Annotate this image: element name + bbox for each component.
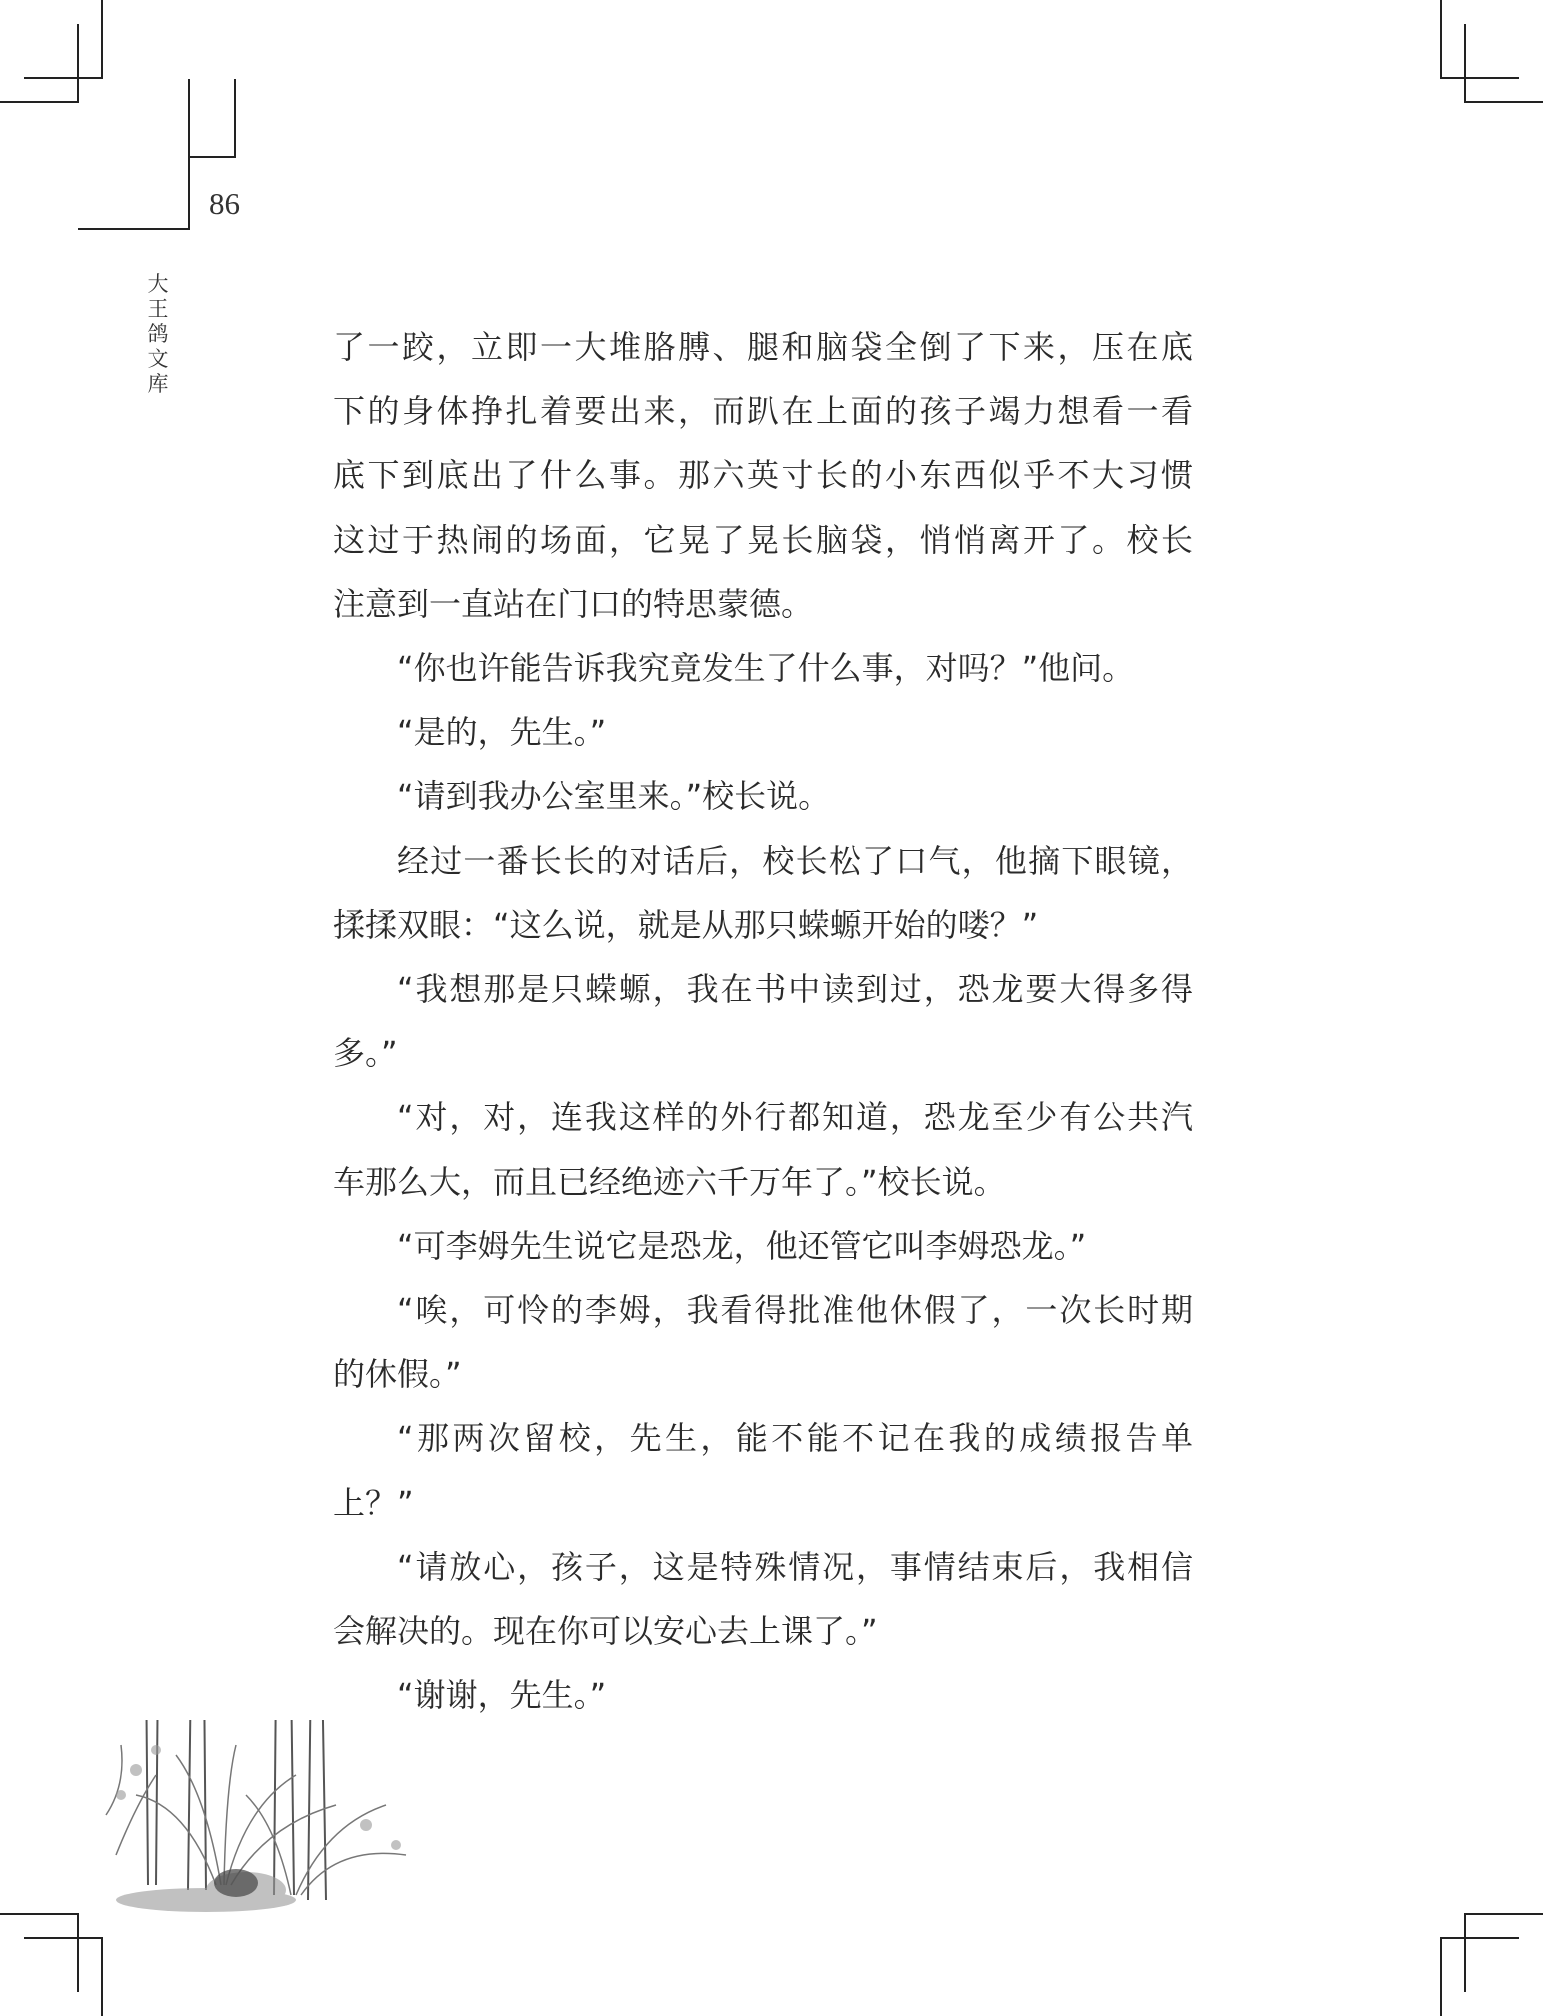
text-line: “请到我办公室里来。”校长说。 (397, 777, 831, 816)
paragraph (333, 1214, 1193, 1278)
text-line: 的休假。” (333, 1355, 462, 1394)
text-line: 多。” (333, 1034, 398, 1073)
text-line: 揉揉双眼：“这么说，就是从那只蝾螈开始的喽？” (333, 905, 1039, 944)
paragraph (333, 636, 1193, 700)
text-line: “是的，先生。” (397, 713, 607, 752)
paragraph (333, 1278, 1193, 1406)
paragraph (333, 700, 1193, 764)
paragraph (333, 764, 1193, 828)
text-line: 车那么大，而且已经绝迹六千万年了。”校长说。 (333, 1162, 1006, 1201)
paragraph (333, 1085, 1193, 1213)
paragraph (333, 1663, 1193, 1727)
text-line: 上？” (333, 1483, 414, 1522)
forest-illustration (96, 1720, 416, 1920)
paragraph (333, 1406, 1193, 1534)
text-line: 下的身体挣扎着要出来，而趴在上面的孩子竭力想看一看 (333, 392, 1193, 431)
text-line: “请放心，孩子，这是特殊情况，事情结束后，我相信 (397, 1547, 1193, 1586)
paragraph (333, 829, 1193, 957)
text-line: 这过于热闹的场面，它晃了晃长脑袋，悄悄离开了。校长 (333, 520, 1193, 559)
paragraph (333, 315, 1193, 636)
text-line: “对，对，连我这样的外行都知道，恐龙至少有公共汽 (397, 1098, 1193, 1137)
text-line: 了一跤，立即一大堆胳膊、腿和脑袋全倒了下来，压在底 (333, 328, 1193, 366)
text-line: “唉，可怜的李姆，我看得批准他休假了，一次长时期 (397, 1291, 1193, 1330)
text-line: “那两次留校，先生，能不能不记在我的成绩报告单 (397, 1419, 1193, 1458)
paragraph (333, 957, 1193, 1085)
text-line: “谢谢，先生。” (397, 1676, 607, 1715)
page-number: 86 (209, 186, 240, 221)
text-line: “可李姆先生说它是恐龙，他还管它叫李姆恐龙。” (397, 1226, 1087, 1265)
text-line: “你也许能告诉我究竟发生了什么事，对吗？”他问。 (397, 649, 1135, 688)
text-line: 注意到一直站在门口的特思蒙德。 (333, 584, 814, 623)
body-text (333, 315, 1193, 1727)
text-line: 会解决的。现在你可以安心去上课了。” (333, 1612, 878, 1651)
series-title: 大王鸽文库 (147, 272, 169, 396)
text-line: “我想那是只蝾螈，我在书中读到过，恐龙要大得多得 (397, 970, 1193, 1009)
text-line: 底下到底出了什么事。那六英寸长的小东西似乎不大习惯 (333, 456, 1193, 495)
paragraph (333, 1535, 1193, 1663)
text-line: 经过一番长长的对话后，校长松了口气，他摘下眼镜， (397, 841, 1193, 880)
